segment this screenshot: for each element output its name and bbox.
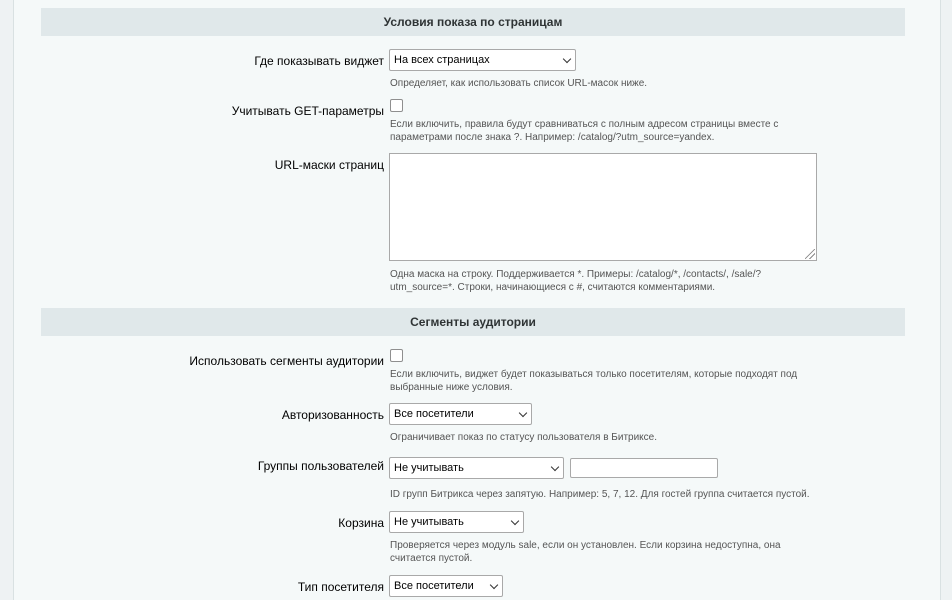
user-groups-input[interactable] bbox=[570, 458, 718, 478]
authorization-select[interactable] bbox=[389, 403, 532, 425]
use-segments-label: Использовать сегменты аудитории bbox=[189, 354, 384, 368]
chevron-down-icon bbox=[519, 409, 527, 417]
url-masks-textarea[interactable] bbox=[389, 153, 817, 261]
show-where-value: На всех страницах bbox=[394, 54, 490, 66]
cart-value: Не учитывать bbox=[394, 516, 464, 528]
chevron-down-icon bbox=[511, 517, 519, 525]
get-params-hint: Если включить, правила будут сравниваться с полным адресом страницы вместе с параметрами после знака ?. Например: /catalog/?utm_source=yandex. bbox=[390, 119, 779, 143]
url-masks-hint: Одна маска на строку. Поддерживается *. Примеры: /catalog/*, /contacts/, /sale/?utm_source=*. Строки, начинающиеся с #, считаются комментариями. bbox=[390, 269, 762, 293]
chevron-down-icon bbox=[490, 581, 498, 589]
url-masks-label: URL-маски страниц bbox=[274, 158, 384, 172]
user-groups-hint: ID групп Битрикса через запятую. Например: 5, 7, 12. Для гостей группа считается пустой. bbox=[390, 489, 810, 500]
visitor-type-label: Тип посетителя bbox=[297, 580, 384, 594]
use-segments-checkbox[interactable] bbox=[390, 349, 403, 362]
use-segments-hint: Если включить, виджет будет показываться только посетителям, которые подходят под выбранные ниже условия. bbox=[390, 369, 798, 393]
show-where-select[interactable] bbox=[389, 49, 576, 71]
authorization-value: Все посетители bbox=[394, 408, 474, 420]
visitor-type-select[interactable] bbox=[389, 575, 503, 597]
show-where-label: Где показывать виджет bbox=[254, 54, 384, 68]
chevron-down-icon bbox=[551, 463, 559, 471]
cart-hint: Проверяется через модуль sale, если он установлен. Если корзина недоступна, она считается пустой. bbox=[390, 540, 781, 564]
visitor-type-value: Все посетители bbox=[394, 580, 474, 592]
user-groups-value: Не учитывать bbox=[394, 462, 464, 474]
show-where-hint: Определяет, как использовать список URL-масок ниже. bbox=[390, 78, 648, 89]
cart-select[interactable] bbox=[389, 511, 524, 533]
get-params-label: Учитывать GET-параметры bbox=[231, 104, 384, 118]
resize-handle-icon[interactable] bbox=[805, 249, 815, 259]
chevron-down-icon bbox=[563, 55, 571, 63]
user-groups-label: Группы пользователей bbox=[257, 459, 384, 473]
user-groups-select[interactable] bbox=[389, 457, 564, 479]
section-header-pages bbox=[41, 8, 905, 36]
authorization-hint: Ограничивает показ по статусу пользователя в Битриксе. bbox=[390, 432, 658, 443]
settings-panel bbox=[13, 0, 941, 600]
cart-label: Корзина bbox=[338, 516, 384, 530]
section-header-segments bbox=[41, 308, 905, 336]
authorization-label: Авторизованность bbox=[281, 408, 384, 422]
section-title-pages: Условия показа по страницам bbox=[383, 15, 563, 29]
section-title-segments: Сегменты аудитории bbox=[410, 315, 536, 329]
get-params-checkbox[interactable] bbox=[390, 99, 403, 112]
